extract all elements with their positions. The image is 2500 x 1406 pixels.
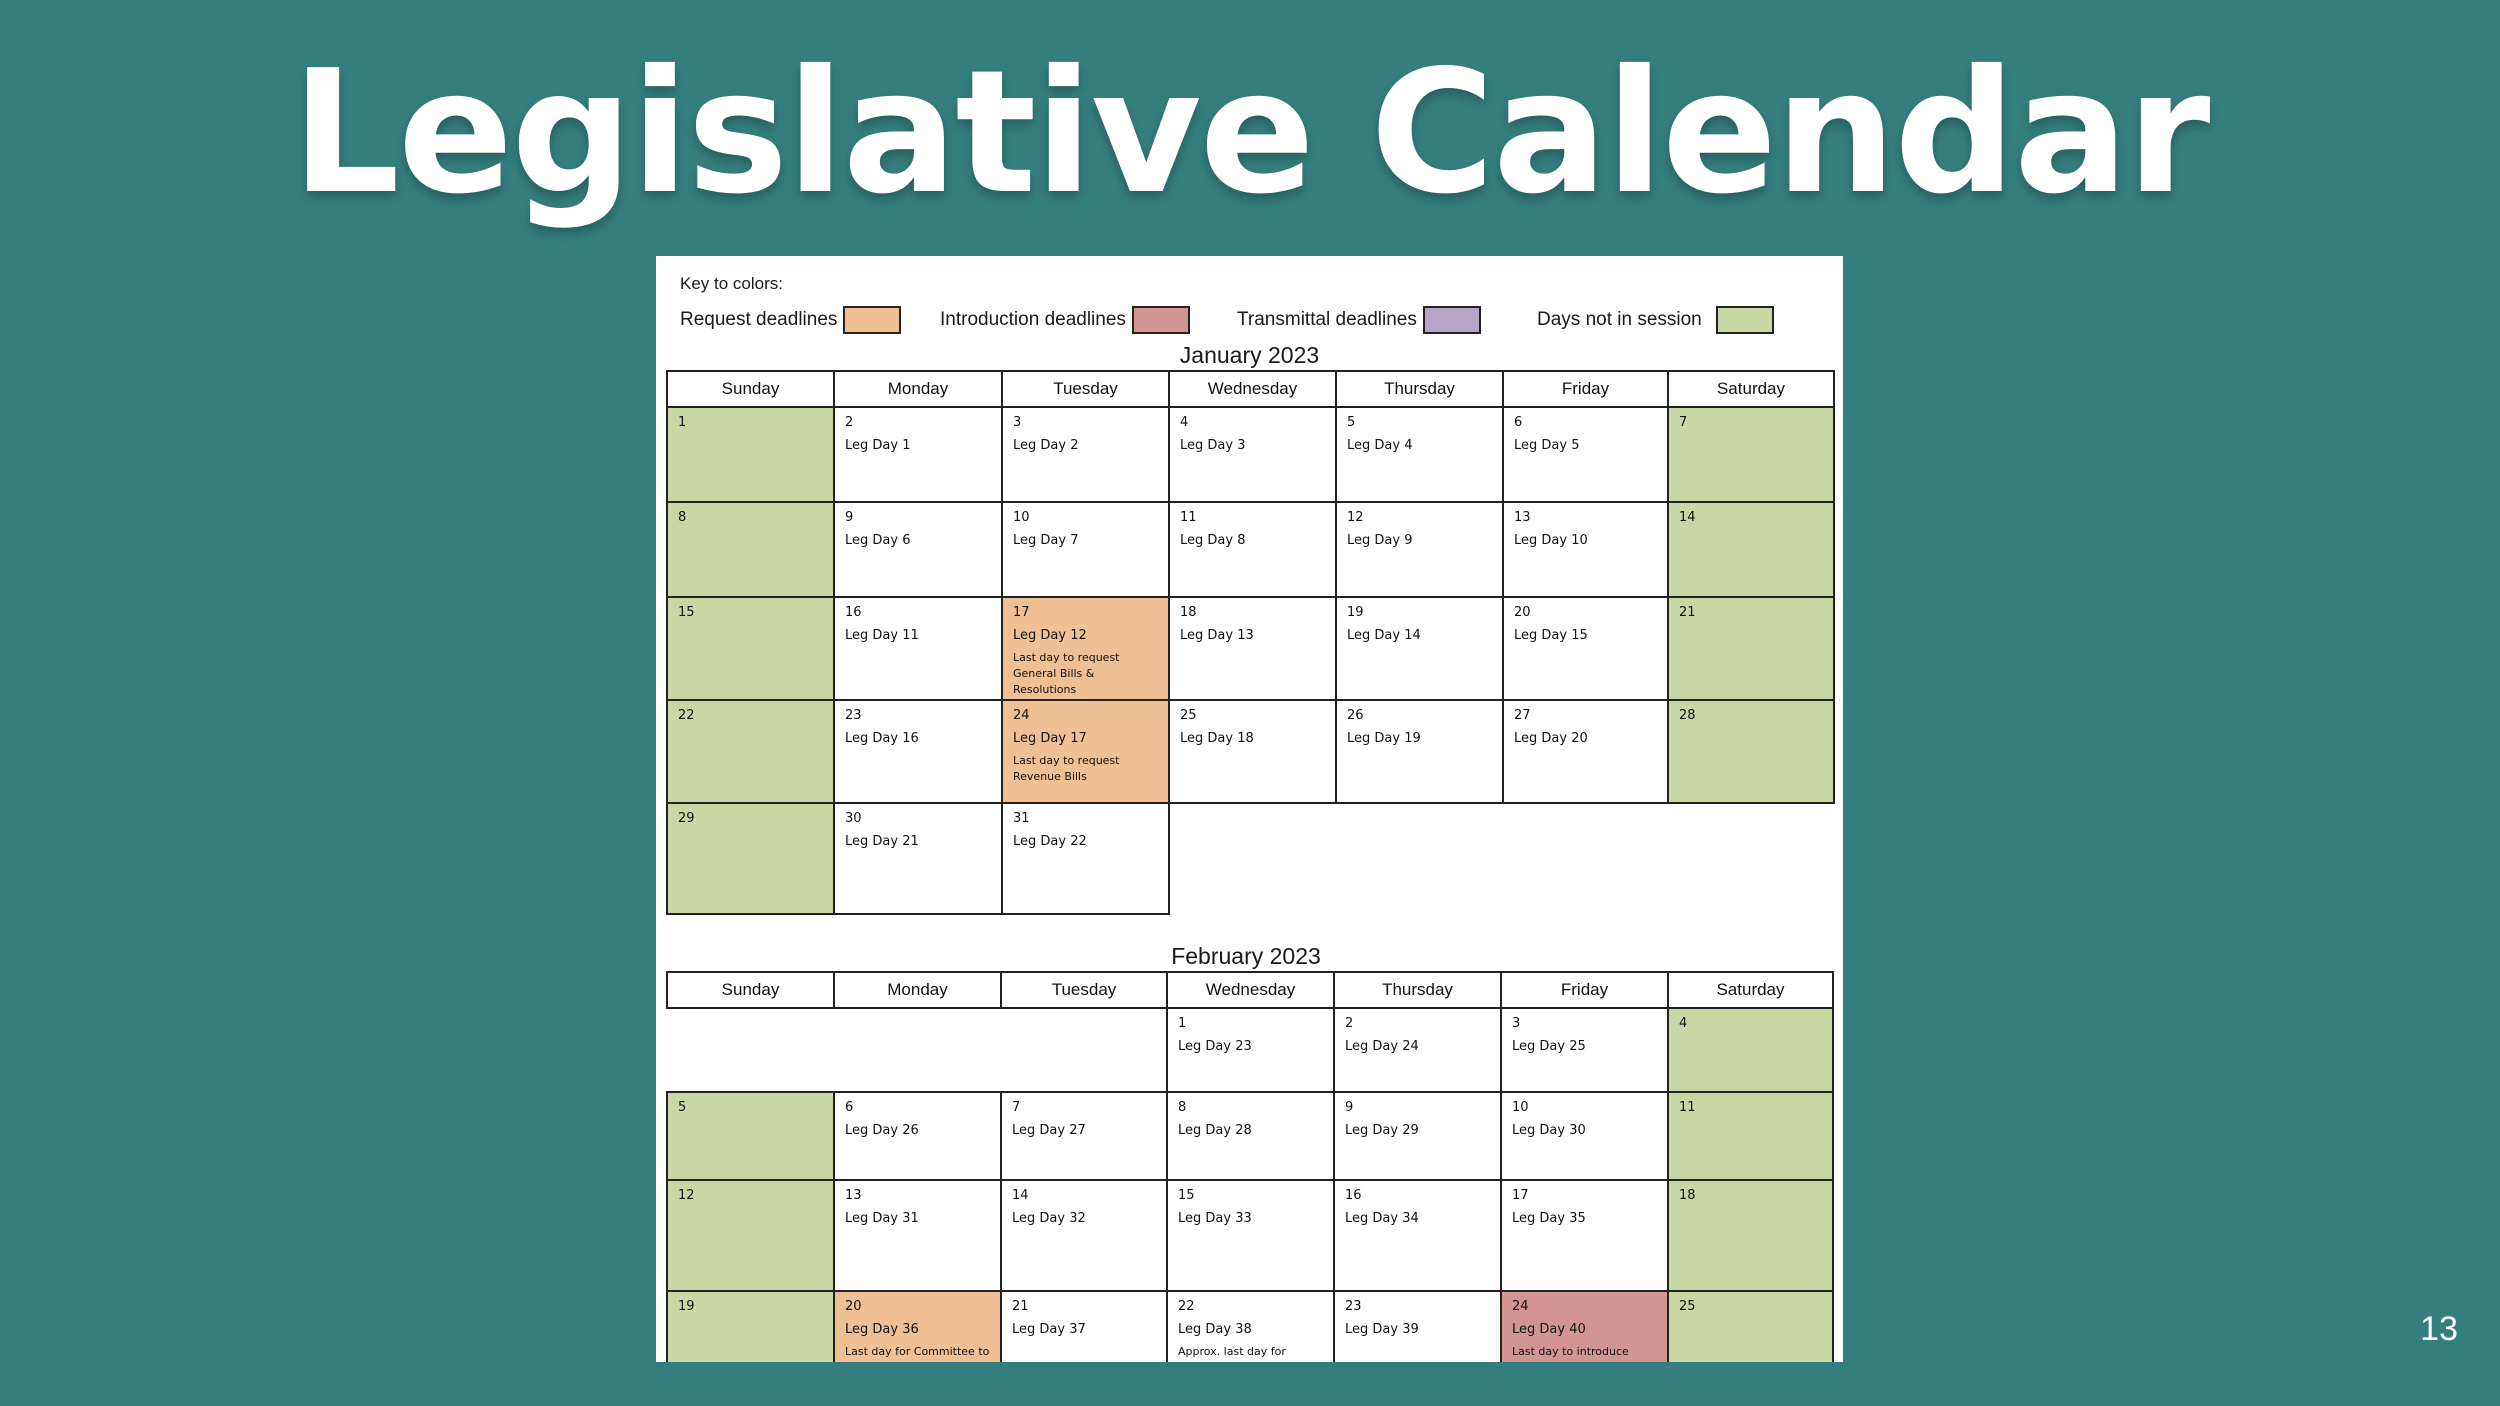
key-swatch-request: [843, 306, 901, 334]
day-cell: [1167, 1180, 1334, 1291]
calendar-january: [666, 370, 1835, 915]
day-number: 1: [1178, 1016, 1187, 1031]
key-label: Days not in session: [1537, 309, 1702, 330]
weekday-header-row: [667, 371, 1834, 407]
leg-day-label: Leg Day 31: [845, 1211, 919, 1226]
day-cell: [1501, 1092, 1668, 1180]
day-cell: [1334, 1092, 1501, 1180]
leg-day-label: Leg Day 36: [845, 1322, 919, 1337]
leg-day-label: Leg Day 25: [1512, 1039, 1586, 1054]
day-cell: [1169, 407, 1336, 502]
empty-cell: [1336, 803, 1503, 914]
day-number: 8: [1178, 1100, 1187, 1115]
leg-day-label: Leg Day 9: [1347, 533, 1413, 548]
day-cell: [834, 1180, 1001, 1291]
leg-day-label: Leg Day 26: [845, 1123, 919, 1138]
weekday-header: Monday: [834, 371, 1002, 407]
empty-cell: [1169, 803, 1336, 914]
day-number: 31: [1013, 811, 1030, 826]
day-cell: [1503, 700, 1668, 803]
day-cell: [1334, 1180, 1501, 1291]
key-label: Transmittal deadlines: [1237, 309, 1417, 330]
leg-day-label: Leg Day 5: [1514, 438, 1580, 453]
day-cell: [1668, 1008, 1833, 1092]
month-title-january: January 2023: [1179, 342, 1320, 368]
day-number: 14: [1012, 1188, 1029, 1203]
day-number: 9: [845, 510, 854, 525]
week-row: [667, 407, 1834, 502]
day-number: 21: [1012, 1299, 1029, 1314]
day-number: 2: [845, 415, 854, 430]
color-key-title: Key to colors:: [680, 274, 783, 293]
day-number: 24: [1013, 708, 1030, 723]
day-number: 12: [678, 1188, 695, 1203]
day-cell: [1002, 597, 1169, 700]
day-number: 18: [1679, 1188, 1696, 1203]
leg-day-label: Leg Day 22: [1013, 834, 1087, 849]
weekday-header: Tuesday: [1002, 371, 1169, 407]
leg-day-label: Leg Day 15: [1514, 628, 1588, 643]
day-number: 3: [1512, 1016, 1521, 1031]
leg-day-label: Leg Day 32: [1012, 1211, 1086, 1226]
leg-day-label: Leg Day 16: [845, 731, 919, 746]
week-row: [667, 502, 1834, 597]
weekday-header: Monday: [834, 972, 1001, 1008]
day-number: 3: [1013, 415, 1022, 430]
day-cell: [1336, 597, 1503, 700]
day-cell: [667, 597, 834, 700]
day-cell: [1668, 407, 1834, 502]
day-number: 15: [678, 605, 695, 620]
day-number: 22: [1178, 1299, 1195, 1314]
day-number: 21: [1679, 605, 1696, 620]
key-swatch-transmittal: [1423, 306, 1481, 334]
leg-day-label: Leg Day 12: [1013, 628, 1087, 643]
key-item-introduction: [940, 304, 1190, 336]
leg-day-label: Leg Day 33: [1178, 1211, 1252, 1226]
empty-cell: [1503, 803, 1668, 914]
leg-day-label: Leg Day 18: [1180, 731, 1254, 746]
day-number: 25: [1679, 1299, 1696, 1314]
day-number: 23: [845, 708, 862, 723]
deadline-note: Last day for Committee to: [845, 1345, 990, 1358]
day-number: 9: [1345, 1100, 1354, 1115]
day-cell: [834, 1092, 1001, 1180]
day-cell: [1002, 803, 1169, 914]
leg-day-label: Leg Day 2: [1013, 438, 1079, 453]
day-number: 27: [1514, 708, 1531, 723]
day-cell: [667, 502, 834, 597]
day-cell: [1167, 1008, 1334, 1092]
day-cell: [834, 597, 1002, 700]
day-cell: [1668, 1092, 1833, 1180]
day-number: 17: [1512, 1188, 1529, 1203]
day-number: 16: [1345, 1188, 1362, 1203]
weekday-header: Wednesday: [1167, 972, 1334, 1008]
leg-day-label: Leg Day 37: [1012, 1322, 1086, 1337]
week-row: [667, 1291, 1833, 1362]
weekday-header: Wednesday: [1169, 371, 1336, 407]
day-cell: [1668, 700, 1834, 803]
day-cell: [1668, 597, 1834, 700]
weekday-header: Sunday: [667, 972, 834, 1008]
day-cell: [667, 407, 834, 502]
day-cell: [1336, 700, 1503, 803]
day-number: 20: [845, 1299, 862, 1314]
week-row: [667, 700, 1834, 803]
day-number: 4: [1180, 415, 1189, 430]
day-cell: [1167, 1291, 1334, 1362]
leg-day-label: Leg Day 10: [1514, 533, 1588, 548]
day-cell: [1336, 407, 1503, 502]
day-number: 24: [1512, 1299, 1529, 1314]
day-cell: [1501, 1291, 1668, 1362]
deadline-note: Last day to request Revenue Bills: [1013, 754, 1120, 783]
weekday-header: Tuesday: [1001, 972, 1167, 1008]
leg-day-label: Leg Day 29: [1345, 1123, 1419, 1138]
day-cell: [1169, 502, 1336, 597]
day-number: 22: [678, 708, 695, 723]
day-cell: [667, 1291, 834, 1362]
day-cell: [1668, 1291, 1833, 1362]
key-swatch-introduction: [1132, 306, 1190, 334]
calendar-february: [666, 971, 1834, 1362]
day-number: 7: [1679, 415, 1688, 430]
leg-day-label: Leg Day 19: [1347, 731, 1421, 746]
day-number: 10: [1013, 510, 1030, 525]
day-number: 17: [1013, 605, 1030, 620]
calendar-sheet: [656, 256, 1843, 1362]
color-key: [680, 304, 1830, 338]
day-number: 5: [678, 1100, 687, 1115]
week-row: [667, 1180, 1833, 1291]
day-cell: [1001, 1180, 1167, 1291]
day-cell: [1334, 1008, 1501, 1092]
leg-day-label: Leg Day 30: [1512, 1123, 1586, 1138]
key-item-request: [680, 304, 901, 336]
day-number: 5: [1347, 415, 1356, 430]
leg-day-label: Leg Day 39: [1345, 1322, 1419, 1337]
day-number: 26: [1347, 708, 1364, 723]
leg-day-label: Leg Day 6: [845, 533, 911, 548]
weekday-header: Saturday: [1668, 972, 1833, 1008]
day-cell: [1501, 1180, 1668, 1291]
deadline-note: Last day to request General Bills & Resolutions: [1013, 651, 1120, 696]
day-cell: [834, 407, 1002, 502]
day-number: 11: [1180, 510, 1197, 525]
week-row: [667, 1008, 1833, 1092]
day-number: 4: [1679, 1016, 1688, 1031]
day-number: 12: [1347, 510, 1364, 525]
day-cell: [667, 700, 834, 803]
day-number: 30: [845, 811, 862, 826]
day-cell: [1002, 502, 1169, 597]
empty-cell: [1001, 1008, 1167, 1092]
day-cell: [1002, 407, 1169, 502]
leg-day-label: Leg Day 17: [1013, 731, 1087, 746]
weekday-header: Thursday: [1336, 371, 1503, 407]
day-cell: [1334, 1291, 1501, 1362]
day-number: 29: [678, 811, 695, 826]
day-cell: [1169, 597, 1336, 700]
day-cell: [667, 1180, 834, 1291]
day-cell: [1167, 1092, 1334, 1180]
weekday-header: Friday: [1501, 972, 1668, 1008]
day-cell: [667, 1092, 834, 1180]
leg-day-label: Leg Day 11: [845, 628, 919, 643]
weekday-header: Friday: [1503, 371, 1668, 407]
day-cell: [1001, 1291, 1167, 1362]
leg-day-label: Leg Day 34: [1345, 1211, 1419, 1226]
day-number: 2: [1345, 1016, 1354, 1031]
leg-day-label: Leg Day 14: [1347, 628, 1421, 643]
key-item-not-in-session: [1537, 304, 1774, 336]
empty-cell: [667, 1008, 834, 1092]
day-number: 16: [845, 605, 862, 620]
weekday-header-row: [667, 972, 1833, 1008]
leg-day-label: Leg Day 28: [1178, 1123, 1252, 1138]
day-number: 13: [1514, 510, 1531, 525]
day-cell: [1501, 1008, 1668, 1092]
day-number: 18: [1180, 605, 1197, 620]
month-title-february: February 2023: [1171, 943, 1321, 969]
day-number: 6: [1514, 415, 1523, 430]
day-number: 15: [1178, 1188, 1195, 1203]
page-number: 13: [2420, 1310, 2458, 1348]
day-number: 14: [1679, 510, 1696, 525]
leg-day-label: Leg Day 24: [1345, 1039, 1419, 1054]
key-swatch-not-in-session: [1716, 306, 1774, 334]
day-number: 19: [678, 1299, 695, 1314]
day-cell: [1002, 700, 1169, 803]
day-number: 25: [1180, 708, 1197, 723]
day-number: 23: [1345, 1299, 1362, 1314]
leg-day-label: Leg Day 8: [1180, 533, 1246, 548]
deadline-note: Last day to introduce: [1512, 1345, 1629, 1358]
day-cell: [1001, 1092, 1167, 1180]
deadline-note: Approx. last day for: [1178, 1345, 1286, 1358]
week-row: [667, 597, 1834, 700]
key-label: Request deadlines: [680, 309, 838, 330]
leg-day-label: Leg Day 35: [1512, 1211, 1586, 1226]
day-cell: [1503, 502, 1668, 597]
week-row: [667, 803, 1834, 914]
day-number: 1: [678, 415, 687, 430]
empty-cell: [1668, 803, 1834, 914]
day-number: 10: [1512, 1100, 1529, 1115]
weekday-header: Saturday: [1668, 371, 1834, 407]
day-cell: [667, 803, 834, 914]
day-number: 20: [1514, 605, 1531, 620]
day-cell: [834, 700, 1002, 803]
day-number: 19: [1347, 605, 1364, 620]
leg-day-label: Leg Day 7: [1013, 533, 1079, 548]
day-cell: [834, 803, 1002, 914]
leg-day-label: Leg Day 13: [1180, 628, 1254, 643]
slide-title: Legislative Calendar: [291, 34, 2209, 232]
day-cell: [1169, 700, 1336, 803]
leg-day-label: Leg Day 21: [845, 834, 919, 849]
day-cell: [1668, 1180, 1833, 1291]
day-number: 28: [1679, 708, 1696, 723]
key-item-transmittal: [1237, 304, 1481, 336]
leg-day-label: Leg Day 27: [1012, 1123, 1086, 1138]
day-cell: [1503, 597, 1668, 700]
week-row: [667, 1092, 1833, 1180]
day-number: 6: [845, 1100, 854, 1115]
key-label: Introduction deadlines: [940, 309, 1126, 330]
leg-day-label: Leg Day 40: [1512, 1322, 1586, 1337]
day-cell: [834, 1291, 1001, 1362]
leg-day-label: Leg Day 4: [1347, 438, 1413, 453]
leg-day-label: Leg Day 1: [845, 438, 911, 453]
weekday-header: Thursday: [1334, 972, 1501, 1008]
weekday-header: Sunday: [667, 371, 834, 407]
leg-day-label: Leg Day 20: [1514, 731, 1588, 746]
day-number: 11: [1679, 1100, 1696, 1115]
day-cell: [834, 502, 1002, 597]
day-cell: [1336, 502, 1503, 597]
leg-day-label: Leg Day 38: [1178, 1322, 1252, 1337]
leg-day-label: Leg Day 23: [1178, 1039, 1252, 1054]
day-cell: [1503, 407, 1668, 502]
day-number: 7: [1012, 1100, 1021, 1115]
leg-day-label: Leg Day 3: [1180, 438, 1246, 453]
empty-cell: [834, 1008, 1001, 1092]
day-number: 8: [678, 510, 687, 525]
day-number: 13: [845, 1188, 862, 1203]
day-cell: [1668, 502, 1834, 597]
